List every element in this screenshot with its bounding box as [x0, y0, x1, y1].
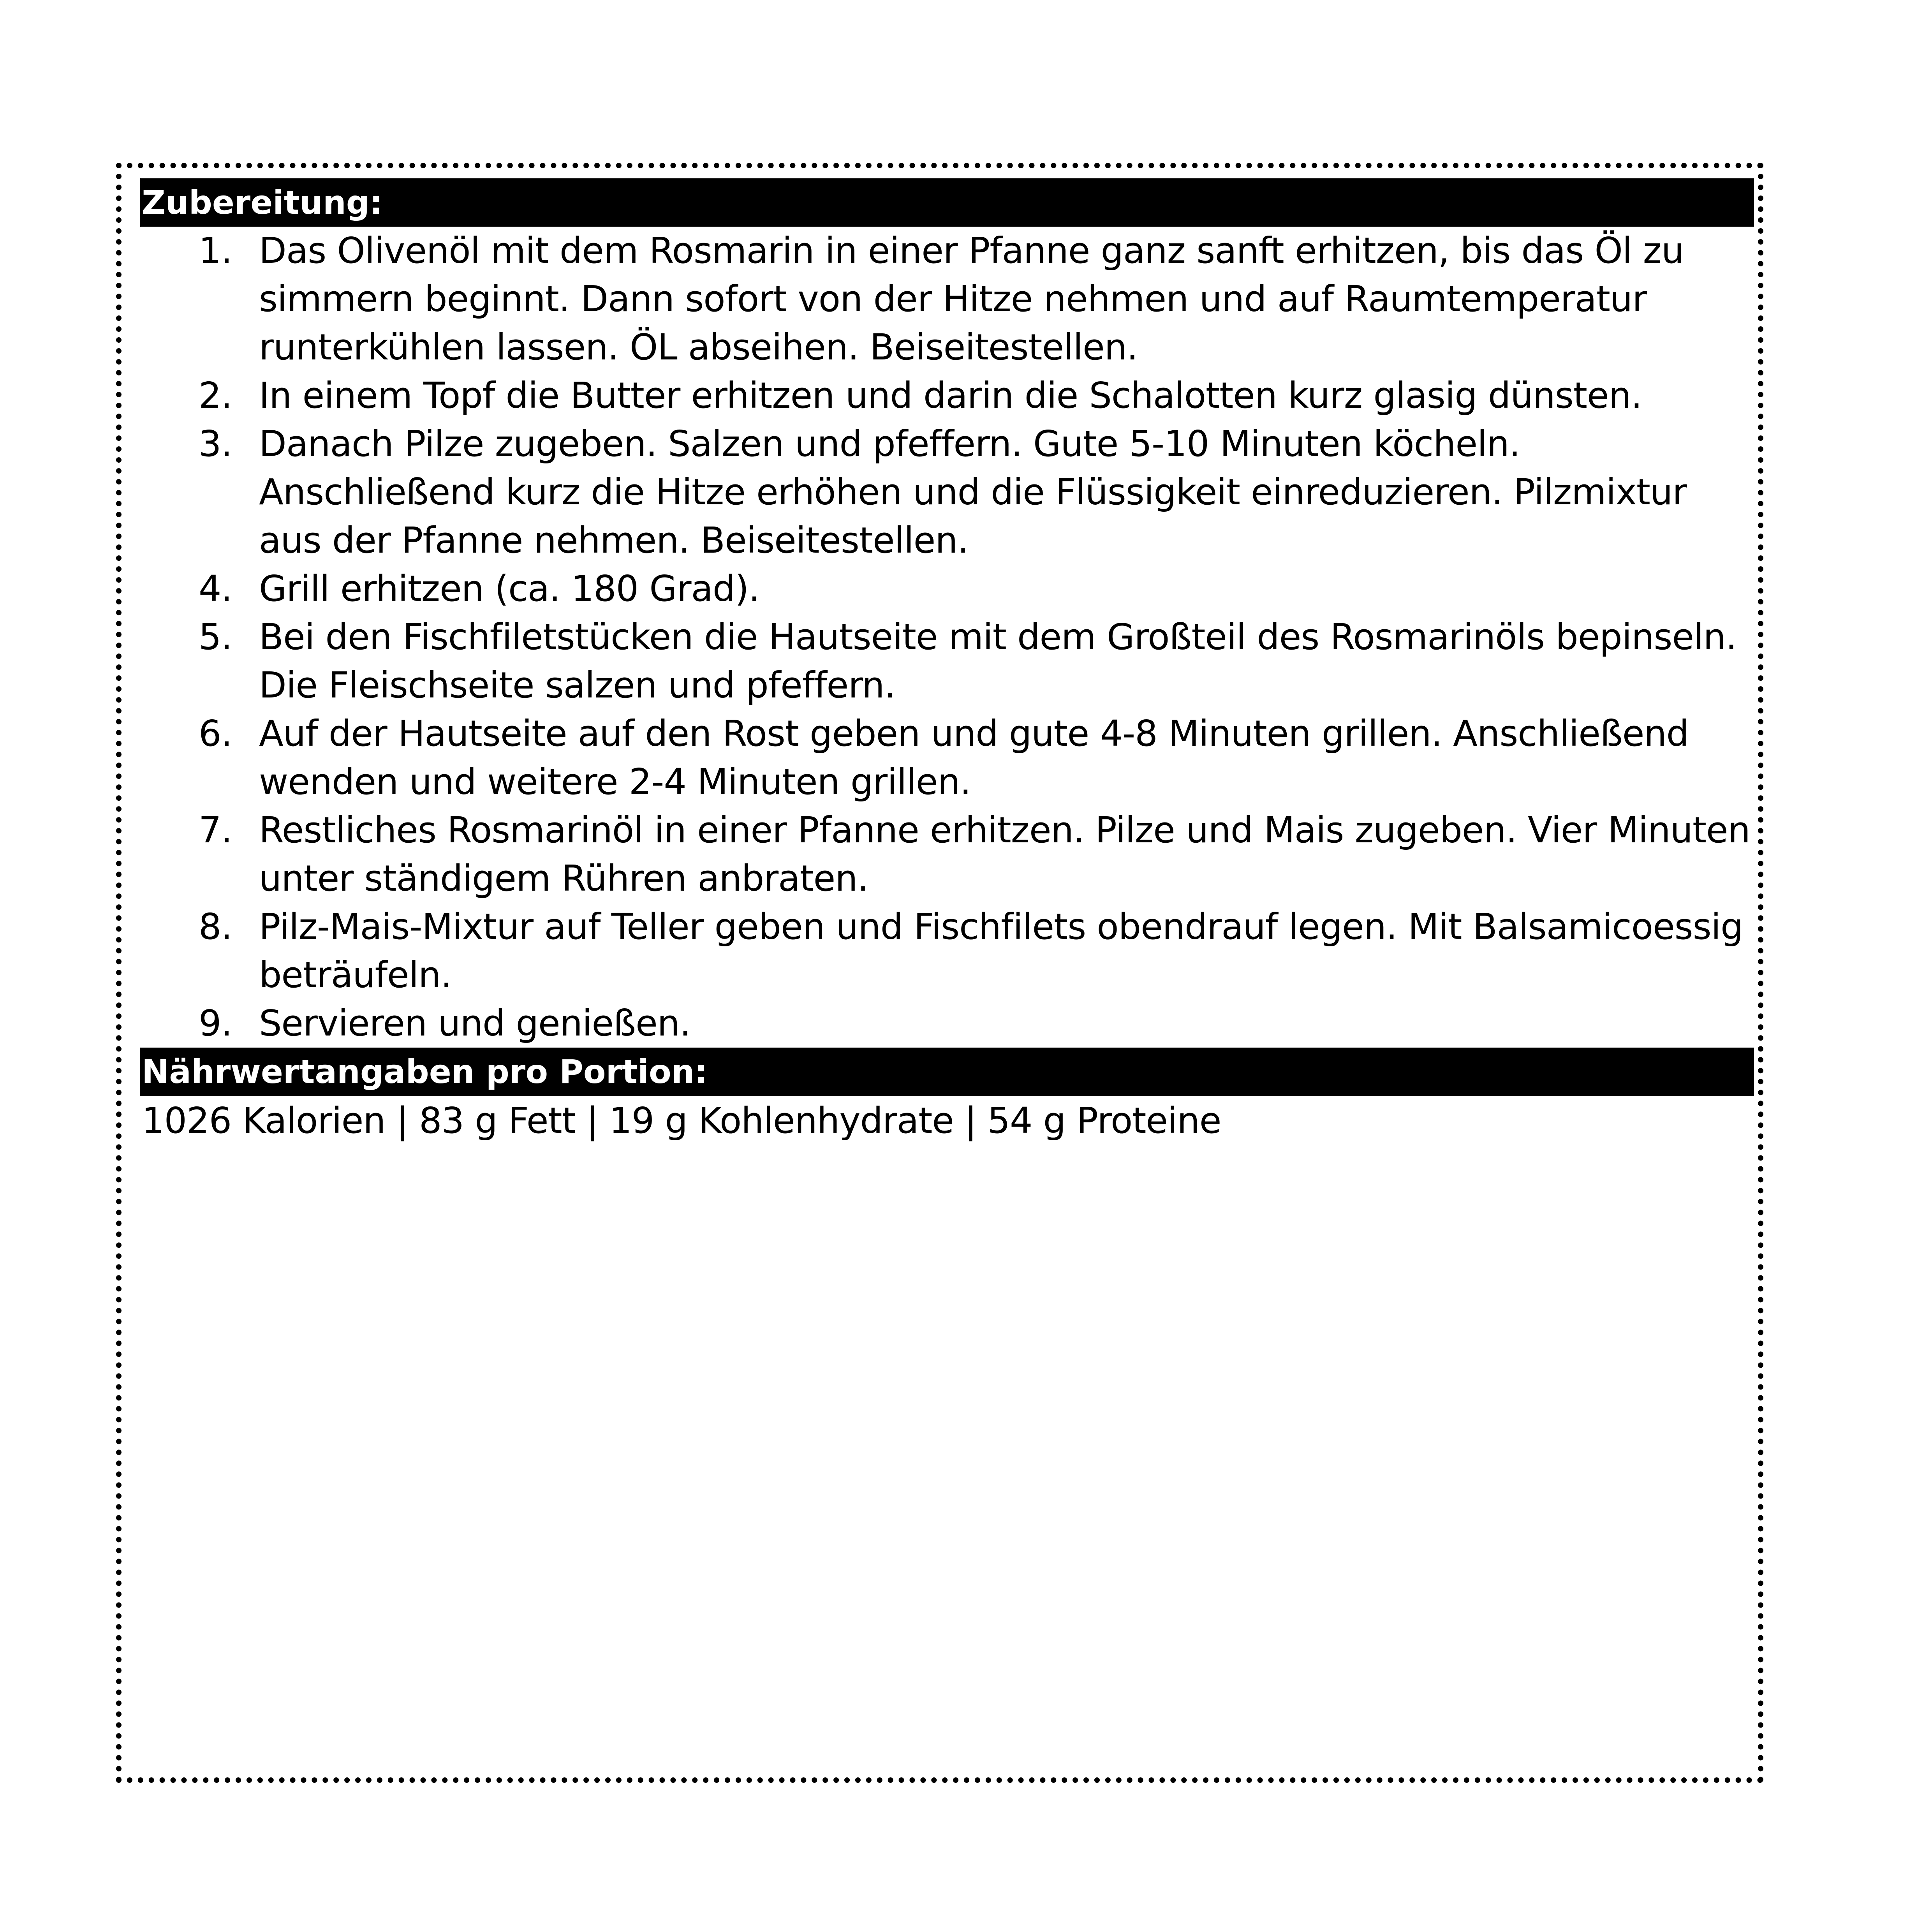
- step-text: Grill erhitzen (ca. 180 Grad).: [259, 568, 760, 609]
- list-item: [140, 710, 1756, 806]
- recipe-content: [140, 178, 1756, 1146]
- step-number: 8.: [199, 906, 232, 948]
- list-item: [140, 565, 1756, 613]
- step-text: Bei den Fischfiletstücken die Hautseite mit dem Großteil des Rosmarinöls bepinseln. Die Fleischseite salzen und pfeffern.: [259, 616, 1737, 706]
- step-text: Servieren und genießen.: [259, 1002, 691, 1044]
- list-item: [140, 613, 1756, 710]
- step-number: 3.: [199, 423, 232, 465]
- list-item: [140, 999, 1756, 1048]
- step-text: Restliches Rosmarinöl in einer Pfanne erhitzen. Pilze und Mais zugeben. Vier Minuten unter ständigem Rühren anbraten.: [259, 809, 1750, 899]
- step-number: 4.: [199, 568, 232, 609]
- list-item: [140, 806, 1756, 903]
- nutrition-header: Nährwertangaben pro Portion:: [140, 1048, 1754, 1096]
- list-item: [140, 372, 1756, 420]
- list-item: [140, 227, 1756, 372]
- step-number: 9.: [199, 1002, 232, 1044]
- step-text: In einem Topf die Butter erhitzen und darin die Schalotten kurz glasig dünsten.: [259, 375, 1642, 416]
- step-text: Pilz-Mais-Mixtur auf Teller geben und Fischfilets obendrauf legen. Mit Balsamicoessig beträufeln.: [259, 906, 1743, 996]
- step-text: Auf der Hautseite auf den Rost geben und gute 4-8 Minuten grillen. Anschließend wenden und weitere 2-4 Minuten grillen.: [259, 713, 1689, 803]
- list-item: [140, 903, 1756, 999]
- step-number: 7.: [199, 809, 232, 851]
- step-number: 1.: [199, 230, 232, 271]
- preparation-header: Zubereitung:: [140, 178, 1754, 227]
- nutrition-facts: 1026 Kalorien | 83 g Fett | 19 g Kohlenhydrate | 54 g Proteine: [142, 1100, 1221, 1141]
- list-item: [140, 420, 1756, 565]
- step-number: 5.: [199, 616, 232, 658]
- step-text: Danach Pilze zugeben. Salzen und pfeffern. Gute 5-10 Minuten köcheln. Anschließend kurz die Hitze erhöhen und die Flüssigkeit einreduzieren. Pilzmixtur aus der Pfanne nehmen. Beiseitestellen.: [259, 423, 1687, 561]
- step-number: 2.: [199, 375, 232, 416]
- step-text: Das Olivenöl mit dem Rosmarin in einer Pfanne ganz sanft erhitzen, bis das Öl zu simmern beginnt. Dann sofort von der Hitze nehmen und auf Raumtemperatur runterkühlen lassen. ÖL abseihen. Beiseitestellen.: [259, 230, 1684, 368]
- preparation-steps-list: [140, 227, 1756, 1048]
- step-number: 6.: [199, 713, 232, 754]
